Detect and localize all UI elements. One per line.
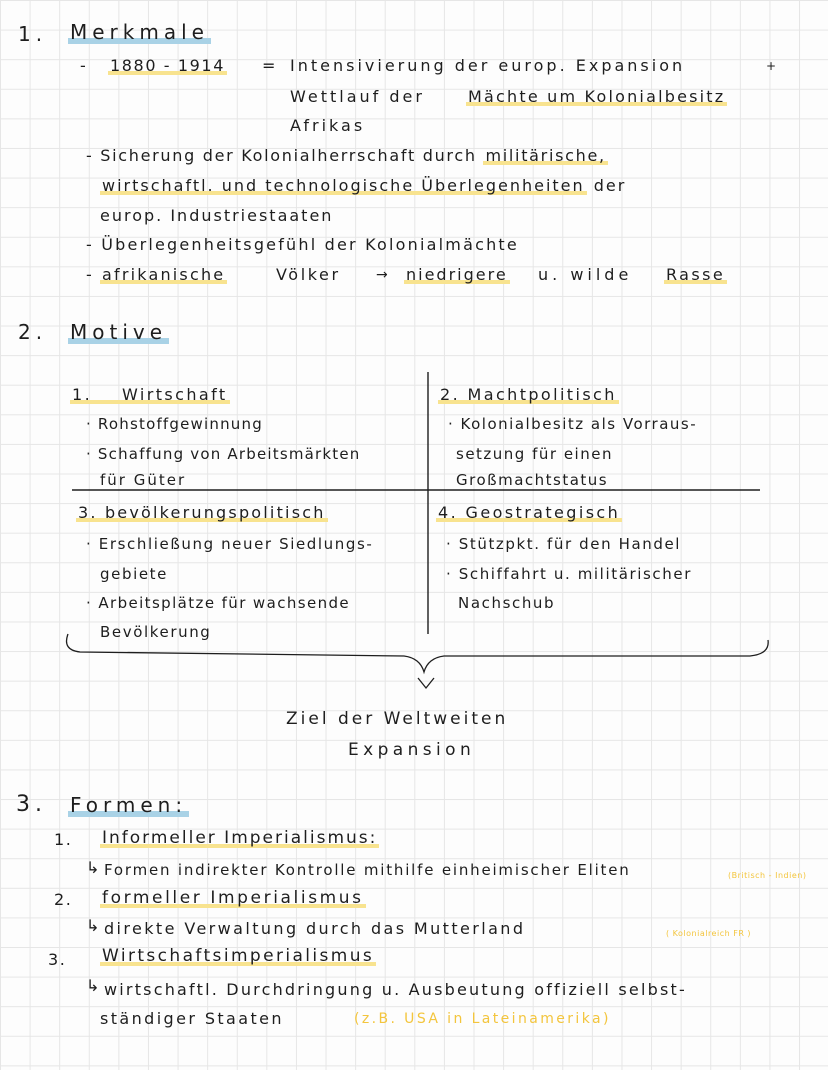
bullet-sicherung-text: - Sicherung der Kolonialherrschaft durch: [86, 146, 477, 165]
maechte-highlight: Mächte um Kolonialbesitz: [468, 87, 726, 106]
bevoelkerung-item-3: · Arbeitsplätze für wachsende: [86, 594, 351, 612]
form-2-number: 2.: [54, 890, 73, 909]
motive-geostrategisch-title: [436, 503, 622, 523]
der-text: der: [593, 176, 627, 195]
geostrategisch-highlight: 4. Geostrategisch: [438, 503, 621, 522]
wilde-text: u. wilde: [538, 265, 633, 284]
wirtschaft-item-1: · Rohstoffgewinnung: [86, 415, 263, 433]
form-2-title-highlight: formeller Imperialismus: [102, 888, 364, 908]
wirtschaft-item-2: · Schaffung von Arbeitsmärkten: [86, 445, 361, 463]
geostrategisch-item-1: · Stützpkt. für den Handel: [446, 535, 682, 553]
geostrategisch-item-3: Nachschub: [458, 594, 556, 612]
goal-line-1: Ziel der Weltweiten: [286, 709, 509, 729]
machtpolitisch-item-1: · Kolonialbesitz als Vorraus-: [448, 415, 698, 433]
bevoelkerung-item-2: gebiete: [100, 565, 168, 583]
form-3-arrow-icon: ↳: [86, 976, 102, 995]
down-arrow-icon: [418, 678, 434, 688]
section-2-title-text: Motive: [70, 320, 168, 344]
machtpolitisch-item-2: setzung für einen: [456, 445, 613, 463]
form-2-title: [100, 888, 366, 908]
bevoelkerung-highlight: 3. bevölkerungspolitisch: [78, 503, 326, 522]
section-2-number: 2.: [18, 320, 48, 344]
bullet-ueberlegenheitsgefuehl: - Überlegenheitsgefühl der Kolonialmächte: [86, 235, 519, 254]
form-3-description-1: wirtschaftl. Durchdringung u. Ausbeutung offiziell selbst-: [104, 980, 687, 999]
form-3-note: (z.B. USA in Lateinamerika): [354, 1011, 611, 1027]
form-1-arrow-icon: ↳: [86, 858, 102, 877]
date-range-text: 1880 - 1914: [110, 56, 225, 75]
wirtschaft-highlight: [70, 385, 230, 404]
bullet-afrikanische-dash: -: [86, 265, 94, 284]
form-1-number: 1.: [54, 830, 73, 849]
wirtschaft-num: 1.: [72, 385, 93, 404]
motive-machtpolitisch-title: [438, 385, 619, 405]
rasse-highlight: Rasse: [666, 265, 726, 284]
right-arrow-icon: →: [376, 267, 390, 283]
form-2-description: direkte Verwaltung durch das Mutterland: [104, 919, 526, 938]
voelker-text: Völker: [276, 265, 341, 284]
plus-sign: +: [766, 59, 778, 73]
niedrigere-highlight: niedrigere: [406, 265, 508, 284]
form-3-description-2: ständiger Staaten: [100, 1009, 284, 1028]
section-3-title-text: Formen:: [70, 793, 188, 817]
afrikanische-highlight: afrikanische: [102, 265, 226, 284]
wirtschaft-item-3: für Güter: [100, 471, 187, 489]
wirtschaft-title-text: Wirtschaft: [122, 385, 228, 404]
bullet-sicherung-line3: europ. Industriestaaten: [100, 206, 334, 225]
form-2-note: ( Kolonialreich FR ): [666, 929, 752, 938]
bevoelkerung-item-4: Bevölkerung: [100, 623, 212, 641]
machtpolitisch-highlight: 2. Machtpolitisch: [440, 385, 617, 404]
equals-sign: =: [262, 56, 278, 75]
afrikas-text: Afrikas: [290, 116, 366, 135]
dash: -: [80, 56, 88, 75]
form-3-title-highlight: Wirtschaftsimperialismus: [102, 946, 375, 966]
bevoelkerung-item-1: · Erschließung neuer Siedlungs-: [86, 535, 374, 553]
wettlauf-text: Wettlauf der: [290, 87, 425, 106]
section-1-number: 1.: [18, 22, 48, 46]
form-1-title-highlight: Informeller Imperialismus:: [102, 828, 378, 848]
form-1-note: (Britisch - Indien): [728, 871, 807, 880]
form-2-arrow-icon: ↳: [86, 916, 102, 935]
goal-line-2: Expansion: [348, 740, 476, 760]
motive-bevoelkerung-title: [76, 503, 328, 523]
ueberlegenheiten-highlight: wirtschaftl. und technologische Überlegenheiten: [102, 176, 585, 195]
militaerische-highlight: militärische,: [485, 146, 606, 165]
machtpolitisch-item-3: Großmachtstatus: [456, 471, 609, 489]
intensivierung-line: Intensivierung der europ. Expansion: [290, 56, 686, 75]
form-1-title: [100, 828, 379, 848]
motive-wirtschaft-title: [70, 385, 230, 405]
geostrategisch-item-2: · Schiffahrt u. militärischer: [446, 565, 692, 583]
form-1-description: Formen indirekter Kontrolle mithilfe einheimischer Eliten: [104, 861, 631, 879]
section-3-number: 3.: [16, 792, 47, 817]
section-1-title-text: Merkmale: [70, 20, 209, 44]
section-3-title: [68, 795, 189, 815]
form-3-title: [100, 946, 376, 966]
form-3-number: 3.: [48, 950, 67, 969]
